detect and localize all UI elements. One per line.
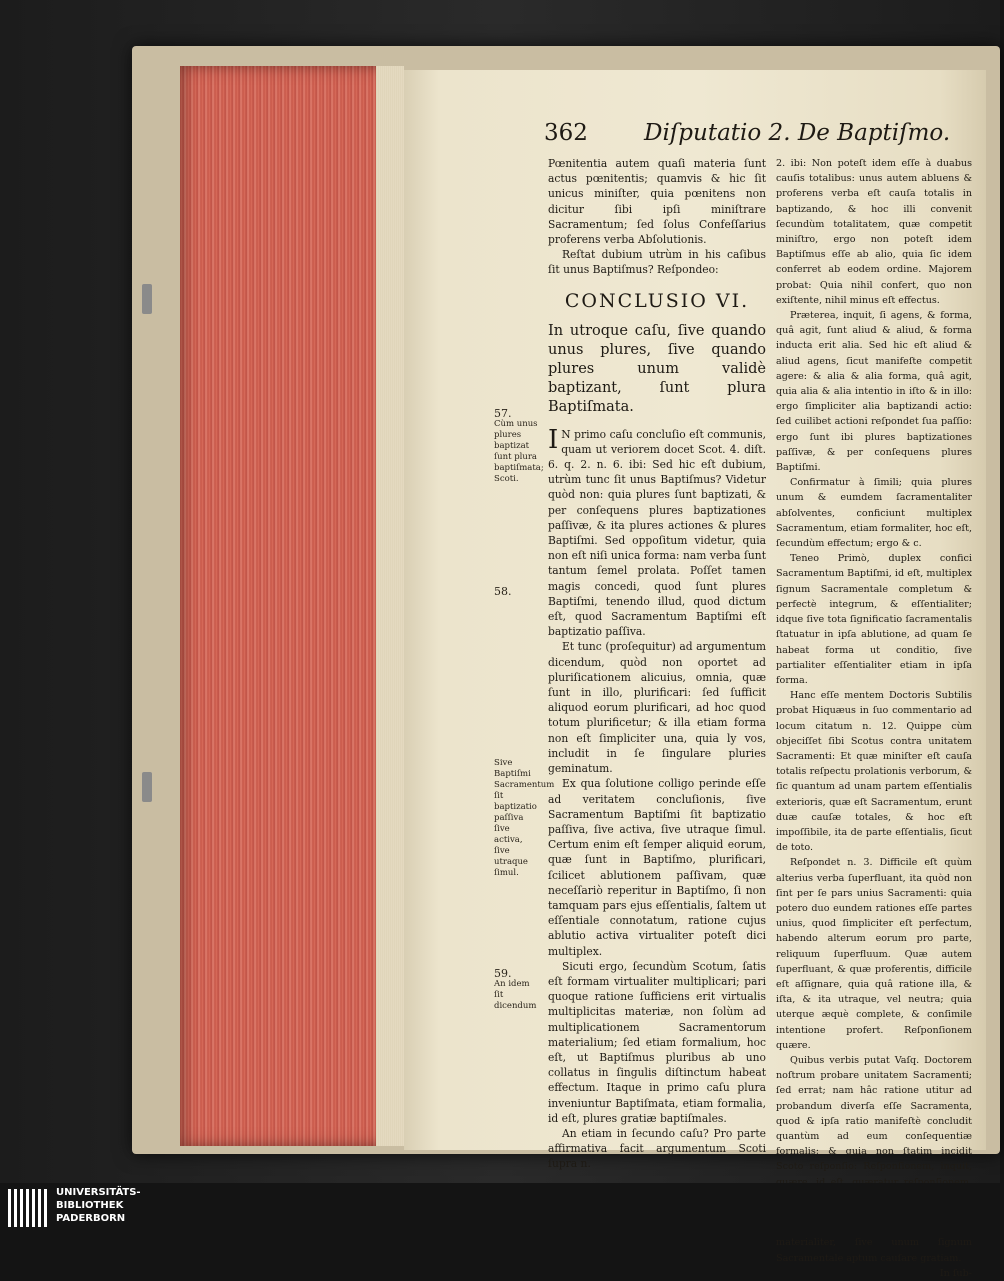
- red-page-edges: [180, 66, 404, 1146]
- paragraph: 2. ibi: Non poteſt idem eſſe à duabus cauſis totalibus: unus autem abluens & proferens verba eſt cauſa totalis in baptizando, & hoc illi convenit ſecundùm totalitatem, quæ competit miniſtro, ergo non poteſt idem Baptiſmus eſſe ab alio, quia ſic idem conferret ab eodem ordine. Majorem probat: Quia nihil confert, quo non exiſtente, nihil minus eſt effectus.: [776, 158, 972, 306]
- margin-note-sive: [494, 758, 555, 879]
- library-logo-icon: [8, 1189, 48, 1227]
- paragraph: Confirmatur à ſimili; quia plures unum & eumdem ſacramentaliter abſolventes, conficiunt multiplex Sacramentum, etiam formaliter, hoc eſt, ſecundùm effectum; ergo & c.: [776, 477, 972, 550]
- conclusio-heading: CONCLUSIO VI.: [564, 289, 750, 312]
- logo-line: UNIVERSITÄTS-: [56, 1187, 141, 1198]
- margin-number: 58.: [494, 585, 512, 598]
- margin-note-57: [494, 407, 544, 485]
- paragraph: Reſtat dubium utrùm in his caſibus ſit unus Baptiſmus? Reſpondeo:: [548, 248, 766, 277]
- margin-note-text: Cùm unus plures baptizat ſunt plura baptiſmata; Scoti.: [494, 419, 544, 484]
- paragraph: Teneo Primò, duplex confici Sacramentum Baptiſmi, id eſt, multiplex ſignum Sacramentale completum & perfectè integrum, & eſſentialiter; idque ſive tota ſignificatio ſacramentalis ſtatuatur in ipſa ablutione, ad quam ſe habeat forma ut conditio, ſive partialiter eſſentialiter etiam in ipſa forma.: [776, 553, 972, 686]
- clasp-top: [142, 284, 152, 314]
- paragraph: Sicuti ergo, ſecundùm Scotum, ſatis eſt formam virtualiter multiplicari; pari quoque ratione ſufficiens erit virtualis multiplicitas materiæ, non ſolùm ad multiplicationem Sacramentorum materialium; ſed etiam formalium, hoc eſt, ut Baptiſmus pluribus ab uno collatus in ſingulis diſtinctum habeat effectum. Itaque in primo caſu plura inveniuntur Baptiſmata, etiam formalia, id eſt, plures gratiæ baptiſmales.: [548, 959, 766, 1125]
- paragraph: Pœnitentia autem quaſi materia ſunt actus pœnitentis; quamvis & hic ſit unicus miniſter, quia pœnitens non dicitur ſibi ipſi miniſtrare Sacramentum; ſed ſolus Confeſſarius proferens verba Abſolutionis.: [548, 157, 766, 247]
- right-text-column: [776, 156, 972, 1279]
- paragraph: Hanc eſſe mentem Doctoris Subtilis probat Hiquæus in ſuo commentario ad locum citatum n. 12. Quippe cùm objeciſſet ſibi Scotus contra unitatem Sacramenti: Et quæ miniſter eſt cauſa totalis reſpectu prolationis verborum, & ſic quantum ad unam partem eſſentialis exterioris, quæ eſt Sacramentum, erunt duæ cauſæ totales, & hoc eſt impoſſibile, ita de parte eſſentialis, ſicut de toto.: [776, 690, 972, 854]
- paragraph: Et tunc (proſequitur) ad argumentum dicendum, quòd non oportet ad pluriſicationem alicuius, omnia, quæ ſunt in illo, plurificari: ſed ſufficit aliquod eorum plurificari, ad hoc quod totum plurificetur; & illa etiam forma non eſt ſimpliciter una, quia ly vos, includit in ſe ſingulare pluries geminatum.: [548, 640, 766, 776]
- page-number: 362: [544, 120, 588, 146]
- logo-line: BIBLIOTHEK: [56, 1200, 124, 1211]
- library-logo-text: [56, 1186, 141, 1225]
- paragraph: Reſpondet n. 3. Difficile eſt quùm alterius verba ſuperfluant, ita quòd non ſint per ſe pars unius Sacramenti: quia potero duo eundem rationes eſſe partes unius, quod ſimpliciter eſt perfectum, habendo alterum eorum pro parte, reliquum ſuperfluum. Quæ autem ſuperfluant, & quæ proferentis, difficile eſt aſſignare, quia quâ ratione illa, & iſta, & ita utraque, vel neutra; quia uterque æquè complete, & conſimile intentione profert. Reſponſionem quære.: [776, 857, 972, 1051]
- catchword: In ſub-: [939, 1267, 972, 1279]
- book-page: [404, 70, 986, 1279]
- paragraph: Quibus verbis putat Vaſq. Doctorem noſtrum probare unitatem Sacramenti; ſed errat; nam hâc ratione utitur ad probandum diverſa eſſe Sacramenta, quod & ipſa ratio manifeſtè concludit quantùm ad eum conſequentiæ formalis; & quia non ſtatim incidit Scoto reſponſio: Reſponſionem, inquit, materialiter, ſive unum ſignum Sacramentale aptum cauſare gratiam.: [776, 1054, 972, 1264]
- clasp-bottom: [142, 772, 152, 802]
- paragraph: An etiam in ſecundo caſu? Pro parte affirmativa facit argumentum Scoti ſupra n.: [548, 1126, 766, 1171]
- running-head: [544, 120, 1004, 154]
- margin-number: 59.: [494, 967, 512, 980]
- left-text-column: [548, 156, 766, 1171]
- paragraph: Ex qua ſolutione colligo perinde eſſe ad veritatem concluſionis, ſive Sacramentum Baptiſmi ſit baptizatio paſſiva, ſive activa, ſive utraque ſimul. Certum enim eſt ſemper aliquid eorum, quæ ſunt in Baptiſmo, plurificari, ſcilicet ablutionem paſſivam, quæ neceſſariò reperitur in Baptiſmo, ſi non tamquam pars ejus eſſentialis, ſaltem ut eſſentiale connotatum, ratione cujus ablutio activa virtualiter poteſt dici multiplex.: [548, 777, 766, 958]
- logo-line: PADERBORN: [56, 1213, 126, 1224]
- margin-note-text: An idem ſit dicendum: [494, 979, 537, 1011]
- paragraph: IN primo caſu concluſio eſt communis, quam ut veriorem docet Scot. 4. diſt. 6. q. 2. n. 6. ibi: Sed hic eſt dubium, utrùm tunc ſit unus Baptiſmus? Videtur quòd non: quia plures ſunt baptizati, & per conſequens plures baptizationes paſſivæ, & ita plures actiones & plures Baptiſmi. Sed oppoſitum videtur, quia non eſt niſi unica forma: nam verba ſunt tantum ſemel prolata. Poſſet tamen magis concedi, quod ſunt plures Baptiſmi, tenendo illud, quod dictum eſt, quod Sacramentum Baptiſmi eſt baptizatio paſſiva.: [548, 424, 766, 639]
- running-head-title: Diſputatio 2. De Baptiſmo.: [644, 120, 951, 146]
- margin-number: 57.: [494, 407, 512, 420]
- margin-note-59: [494, 968, 540, 1012]
- library-footer: [0, 1183, 1000, 1233]
- margin-note-text: Sive Baptiſmi Sacramentum ſit baptizatio paſſiva ſive activa, ſive utraque ſimul.: [494, 758, 555, 878]
- margin-note-58: [494, 586, 540, 597]
- conclusio-statement: In utroque caſu, ſive quando unus plures, ſive quando plures unum validè baptizant, ſunt plura Baptiſmata.: [548, 322, 766, 415]
- paragraph: Præterea, inquit, ſi agens, & forma, quâ agit, ſunt aliud & aliud, & forma inducta erit alia. Sed hic eſt aliud & aliud agens, ſicut manifeſte competit agere: & alia & alia forma, quâ agit, quia alia & alia intentio in iſto & in illo: ergo ſimpliciter alia baptizandi actio: ſed cuilibet actioni reſpondet ſua paſſio: ergo ſunt ibi plures baptizationes paſſivæ, & per conſequens plures Baptiſmi.: [776, 310, 972, 474]
